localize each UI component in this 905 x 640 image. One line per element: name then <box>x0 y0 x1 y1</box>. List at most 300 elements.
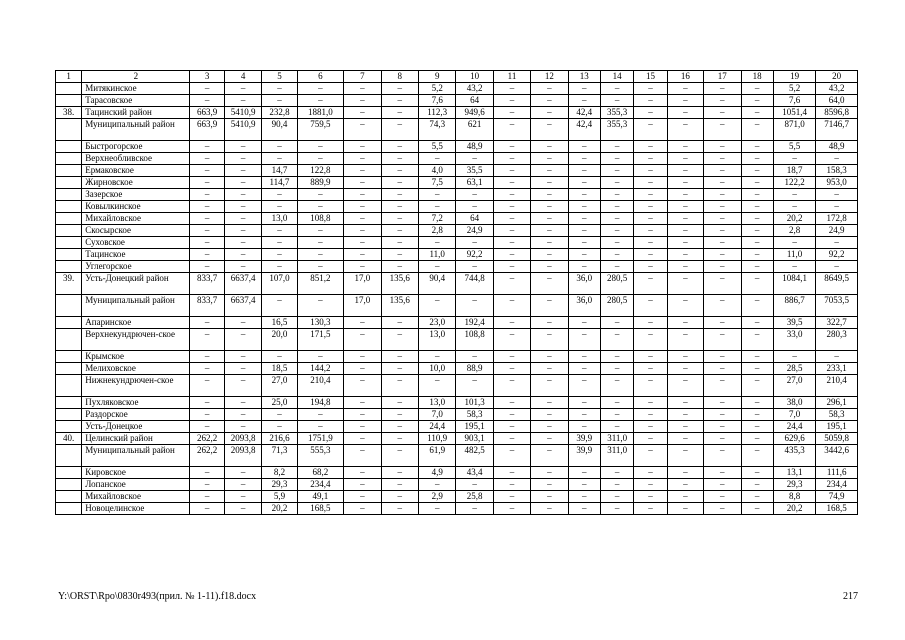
value-cell: – <box>493 261 530 273</box>
value-cell: 8649,5 <box>816 273 858 295</box>
value-cell: – <box>381 95 418 107</box>
value-cell: – <box>262 421 297 433</box>
value-cell: – <box>704 177 741 189</box>
row-number <box>56 503 82 515</box>
table-row <box>56 503 858 515</box>
value-cell: – <box>297 95 344 107</box>
value-cell: 5,2 <box>773 83 815 95</box>
table-row <box>56 467 858 479</box>
value-cell: 1751,9 <box>297 433 344 445</box>
value-cell: – <box>531 329 568 351</box>
value-cell: – <box>600 467 633 479</box>
value-cell: 663,9 <box>190 119 224 141</box>
value-cell: – <box>600 249 633 261</box>
value-cell: 64,0 <box>816 95 858 107</box>
value-cell: – <box>493 445 530 467</box>
value-cell: 25,0 <box>262 397 297 409</box>
value-cell: 20,2 <box>262 503 297 515</box>
table-row <box>56 433 858 445</box>
value-cell: 5,2 <box>418 83 455 95</box>
value-cell: – <box>190 165 224 177</box>
value-cell: – <box>568 237 600 249</box>
header-cell: 11 <box>493 71 530 83</box>
value-cell: – <box>418 237 455 249</box>
table-row <box>56 153 858 165</box>
value-cell: – <box>531 375 568 397</box>
value-cell: – <box>741 119 773 141</box>
value-cell: – <box>634 491 667 503</box>
value-cell: – <box>667 153 703 165</box>
value-cell: 232,8 <box>262 107 297 119</box>
value-cell: – <box>568 153 600 165</box>
value-cell: – <box>667 177 703 189</box>
value-cell: 107,0 <box>262 273 297 295</box>
value-cell: – <box>600 189 633 201</box>
value-cell: – <box>531 409 568 421</box>
value-cell: – <box>190 503 224 515</box>
value-cell: – <box>741 153 773 165</box>
value-cell: – <box>634 433 667 445</box>
value-cell: 871,0 <box>773 119 815 141</box>
value-cell: 11,0 <box>418 249 455 261</box>
value-cell: – <box>381 189 418 201</box>
value-cell: – <box>297 201 344 213</box>
value-cell: – <box>381 479 418 491</box>
value-cell: – <box>224 409 261 421</box>
value-cell: – <box>531 503 568 515</box>
value-cell: 7,5 <box>418 177 455 189</box>
row-number <box>56 213 82 225</box>
value-cell: – <box>634 249 667 261</box>
value-cell: – <box>344 177 381 189</box>
value-cell: – <box>344 467 381 479</box>
value-cell: – <box>741 95 773 107</box>
value-cell: – <box>381 83 418 95</box>
row-name: Муниципальный район <box>82 445 190 467</box>
value-cell: – <box>224 479 261 491</box>
value-cell: – <box>568 95 600 107</box>
value-cell: – <box>704 141 741 153</box>
row-name: Жирновское <box>82 177 190 189</box>
value-cell: – <box>704 503 741 515</box>
value-cell: 7053,5 <box>816 295 858 317</box>
row-number <box>56 421 82 433</box>
value-cell: – <box>531 351 568 363</box>
value-cell: – <box>344 225 381 237</box>
value-cell: – <box>190 201 224 213</box>
value-cell: – <box>381 153 418 165</box>
value-cell: 43,2 <box>456 83 493 95</box>
value-cell: – <box>381 363 418 375</box>
value-cell: – <box>297 295 344 317</box>
value-cell: – <box>531 213 568 225</box>
value-cell: – <box>568 409 600 421</box>
value-cell: 10,0 <box>418 363 455 375</box>
value-cell: – <box>531 119 568 141</box>
value-cell: – <box>704 225 741 237</box>
value-cell: – <box>381 261 418 273</box>
value-cell: – <box>224 213 261 225</box>
value-cell: – <box>667 83 703 95</box>
value-cell: – <box>634 201 667 213</box>
value-cell: 262,2 <box>190 445 224 467</box>
row-name: Ковылкинское <box>82 201 190 213</box>
value-cell: – <box>704 273 741 295</box>
value-cell: – <box>493 375 530 397</box>
value-cell: – <box>741 201 773 213</box>
value-cell: 63,1 <box>456 177 493 189</box>
value-cell: – <box>667 261 703 273</box>
header-cell: 5 <box>262 71 297 83</box>
value-cell: 108,8 <box>297 213 344 225</box>
value-cell: – <box>344 141 381 153</box>
value-cell: 29,3 <box>262 479 297 491</box>
value-cell: – <box>190 351 224 363</box>
value-cell: – <box>741 479 773 491</box>
value-cell: – <box>262 249 297 261</box>
value-cell: 88,9 <box>456 363 493 375</box>
value-cell: – <box>600 375 633 397</box>
value-cell: – <box>568 503 600 515</box>
row-number: 40. <box>56 433 82 445</box>
value-cell: – <box>344 213 381 225</box>
value-cell: – <box>344 329 381 351</box>
value-cell: – <box>741 225 773 237</box>
value-cell: – <box>224 467 261 479</box>
value-cell: 68,2 <box>297 467 344 479</box>
value-cell: – <box>634 225 667 237</box>
value-cell: – <box>381 421 418 433</box>
value-cell: – <box>704 351 741 363</box>
value-cell: – <box>531 421 568 433</box>
value-cell: – <box>568 141 600 153</box>
value-cell: – <box>531 317 568 329</box>
value-cell: – <box>568 329 600 351</box>
value-cell: 311,0 <box>600 433 633 445</box>
table-row <box>56 273 858 295</box>
value-cell: – <box>741 177 773 189</box>
value-cell: 234,4 <box>297 479 344 491</box>
value-cell: 74,9 <box>816 491 858 503</box>
value-cell: 1881,0 <box>297 107 344 119</box>
value-cell: 168,5 <box>816 503 858 515</box>
value-cell: – <box>344 317 381 329</box>
table-row <box>56 329 858 351</box>
value-cell: 833,7 <box>190 295 224 317</box>
value-cell: – <box>190 225 224 237</box>
value-cell: 61,9 <box>418 445 455 467</box>
row-name: Ермаковское <box>82 165 190 177</box>
value-cell: – <box>600 95 633 107</box>
row-number: 38. <box>56 107 82 119</box>
value-cell: 3442,6 <box>816 445 858 467</box>
value-cell: – <box>667 213 703 225</box>
row-name: Тацинское <box>82 249 190 261</box>
value-cell: – <box>381 141 418 153</box>
value-cell: 168,5 <box>297 503 344 515</box>
row-number <box>56 295 82 317</box>
value-cell: – <box>667 363 703 375</box>
value-cell: 114,7 <box>262 177 297 189</box>
value-cell: – <box>568 225 600 237</box>
value-cell: – <box>741 261 773 273</box>
value-cell: – <box>531 433 568 445</box>
value-cell: – <box>634 237 667 249</box>
value-cell: – <box>190 409 224 421</box>
value-cell: – <box>190 177 224 189</box>
table-row <box>56 201 858 213</box>
value-cell: – <box>344 237 381 249</box>
row-number <box>56 351 82 363</box>
row-number: 39. <box>56 273 82 295</box>
value-cell: – <box>600 363 633 375</box>
value-cell: – <box>381 351 418 363</box>
value-cell: – <box>456 261 493 273</box>
value-cell: – <box>531 397 568 409</box>
value-cell: 886,7 <box>773 295 815 317</box>
value-cell: – <box>634 445 667 467</box>
value-cell: 4,0 <box>418 165 455 177</box>
row-number <box>56 225 82 237</box>
value-cell: 27,0 <box>262 375 297 397</box>
row-name: Михайловское <box>82 491 190 503</box>
value-cell: – <box>634 213 667 225</box>
value-cell: – <box>224 225 261 237</box>
value-cell: – <box>262 351 297 363</box>
value-cell: – <box>704 201 741 213</box>
value-cell: – <box>531 467 568 479</box>
row-number <box>56 95 82 107</box>
value-cell: – <box>262 409 297 421</box>
value-cell: 262,2 <box>190 433 224 445</box>
value-cell: – <box>418 351 455 363</box>
table-row <box>56 177 858 189</box>
value-cell: – <box>297 237 344 249</box>
value-cell: – <box>344 503 381 515</box>
value-cell: – <box>531 479 568 491</box>
value-cell: 101,3 <box>456 397 493 409</box>
value-cell: – <box>600 317 633 329</box>
value-cell: – <box>634 351 667 363</box>
value-cell: – <box>667 107 703 119</box>
value-cell: – <box>667 491 703 503</box>
value-cell: – <box>262 95 297 107</box>
value-cell: 7,6 <box>418 95 455 107</box>
value-cell: 234,4 <box>816 479 858 491</box>
value-cell: – <box>600 201 633 213</box>
value-cell: – <box>493 165 530 177</box>
value-cell: 744,8 <box>456 273 493 295</box>
value-cell: – <box>600 225 633 237</box>
value-cell: – <box>568 351 600 363</box>
value-cell: – <box>493 479 530 491</box>
value-cell: – <box>531 363 568 375</box>
value-cell: – <box>667 295 703 317</box>
value-cell: – <box>297 409 344 421</box>
value-cell: – <box>600 329 633 351</box>
value-cell: – <box>704 433 741 445</box>
value-cell: 13,0 <box>418 329 455 351</box>
value-cell: – <box>667 479 703 491</box>
value-cell: – <box>297 83 344 95</box>
value-cell: – <box>634 261 667 273</box>
value-cell: 2093,8 <box>224 445 261 467</box>
value-cell: – <box>741 295 773 317</box>
value-cell: – <box>493 177 530 189</box>
header-cell: 3 <box>190 71 224 83</box>
value-cell: – <box>667 317 703 329</box>
value-cell: – <box>493 409 530 421</box>
value-cell: – <box>568 375 600 397</box>
value-cell: – <box>190 467 224 479</box>
value-cell: – <box>600 165 633 177</box>
value-cell: – <box>531 295 568 317</box>
value-cell: 90,4 <box>262 119 297 141</box>
value-cell: – <box>493 249 530 261</box>
value-cell: – <box>224 237 261 249</box>
value-cell: – <box>344 375 381 397</box>
table-row <box>56 397 858 409</box>
row-number <box>56 409 82 421</box>
value-cell: – <box>190 261 224 273</box>
value-cell: 833,7 <box>190 273 224 295</box>
value-cell: – <box>493 201 530 213</box>
value-cell: 210,4 <box>297 375 344 397</box>
value-cell: – <box>493 213 530 225</box>
row-name: Тарасовское <box>82 95 190 107</box>
value-cell: 195,1 <box>456 421 493 433</box>
value-cell: – <box>381 467 418 479</box>
value-cell: 49,1 <box>297 491 344 503</box>
value-cell: – <box>381 491 418 503</box>
value-cell: 64 <box>456 95 493 107</box>
row-number <box>56 177 82 189</box>
value-cell: 210,4 <box>816 375 858 397</box>
value-cell: 43,2 <box>816 83 858 95</box>
value-cell: – <box>190 375 224 397</box>
value-cell: 20,0 <box>262 329 297 351</box>
value-cell: 17,0 <box>344 295 381 317</box>
value-cell: 135,6 <box>381 273 418 295</box>
value-cell: – <box>381 433 418 445</box>
value-cell: – <box>344 153 381 165</box>
value-cell: 13,1 <box>773 467 815 479</box>
value-cell: – <box>344 409 381 421</box>
value-cell: – <box>634 503 667 515</box>
value-cell: – <box>344 351 381 363</box>
value-cell: – <box>418 153 455 165</box>
value-cell: – <box>493 141 530 153</box>
value-cell: 144,2 <box>297 363 344 375</box>
value-cell: – <box>344 83 381 95</box>
value-cell: – <box>381 503 418 515</box>
value-cell: 135,6 <box>381 295 418 317</box>
value-cell: – <box>741 107 773 119</box>
value-cell: – <box>418 189 455 201</box>
value-cell: – <box>224 141 261 153</box>
value-cell: – <box>773 261 815 273</box>
header-cell: 13 <box>568 71 600 83</box>
value-cell: – <box>667 433 703 445</box>
value-cell: – <box>493 95 530 107</box>
row-number <box>56 83 82 95</box>
value-cell: – <box>667 351 703 363</box>
row-number <box>56 479 82 491</box>
value-cell: 296,1 <box>816 397 858 409</box>
row-number <box>56 491 82 503</box>
row-number <box>56 467 82 479</box>
row-number <box>56 375 82 397</box>
value-cell: – <box>568 317 600 329</box>
value-cell: 953,0 <box>816 177 858 189</box>
value-cell: 36,0 <box>568 295 600 317</box>
header-cell: 1 <box>56 71 82 83</box>
value-cell: – <box>704 375 741 397</box>
value-cell: – <box>704 363 741 375</box>
value-cell: – <box>634 363 667 375</box>
header-cell: 17 <box>704 71 741 83</box>
value-cell: – <box>190 237 224 249</box>
row-name: Нижнекундрючен-ское <box>82 375 190 397</box>
value-cell: – <box>381 237 418 249</box>
value-cell: 195,1 <box>816 421 858 433</box>
value-cell: 5,5 <box>418 141 455 153</box>
value-cell: – <box>816 261 858 273</box>
table-row <box>56 261 858 273</box>
value-cell: – <box>262 261 297 273</box>
value-cell: – <box>741 421 773 433</box>
value-cell: – <box>297 421 344 433</box>
value-cell: 92,2 <box>456 249 493 261</box>
value-cell: 24,9 <box>816 225 858 237</box>
table-row <box>56 421 858 433</box>
value-cell: – <box>190 491 224 503</box>
value-cell: 35,5 <box>456 165 493 177</box>
value-cell: – <box>704 317 741 329</box>
value-cell: – <box>381 119 418 141</box>
value-cell: 171,5 <box>297 329 344 351</box>
value-cell: – <box>704 189 741 201</box>
value-cell: – <box>667 119 703 141</box>
value-cell: 8,8 <box>773 491 815 503</box>
value-cell: – <box>816 153 858 165</box>
value-cell: – <box>634 153 667 165</box>
value-cell: – <box>493 363 530 375</box>
row-name: Целинский район <box>82 433 190 445</box>
value-cell: – <box>344 165 381 177</box>
row-name: Муниципальный район <box>82 295 190 317</box>
value-cell: – <box>600 177 633 189</box>
value-cell: – <box>344 249 381 261</box>
table-row <box>56 249 858 261</box>
value-cell: 355,3 <box>600 107 633 119</box>
row-number <box>56 317 82 329</box>
value-cell: – <box>381 329 418 351</box>
value-cell: 280,5 <box>600 295 633 317</box>
value-cell: 39,9 <box>568 445 600 467</box>
value-cell: – <box>262 225 297 237</box>
row-name: Крымское <box>82 351 190 363</box>
value-cell: – <box>634 295 667 317</box>
value-cell: 28,5 <box>773 363 815 375</box>
value-cell: – <box>297 225 344 237</box>
value-cell: – <box>224 189 261 201</box>
value-cell: – <box>190 95 224 107</box>
row-name: Раздорское <box>82 409 190 421</box>
value-cell: – <box>741 397 773 409</box>
value-cell: – <box>493 503 530 515</box>
value-cell: – <box>773 351 815 363</box>
